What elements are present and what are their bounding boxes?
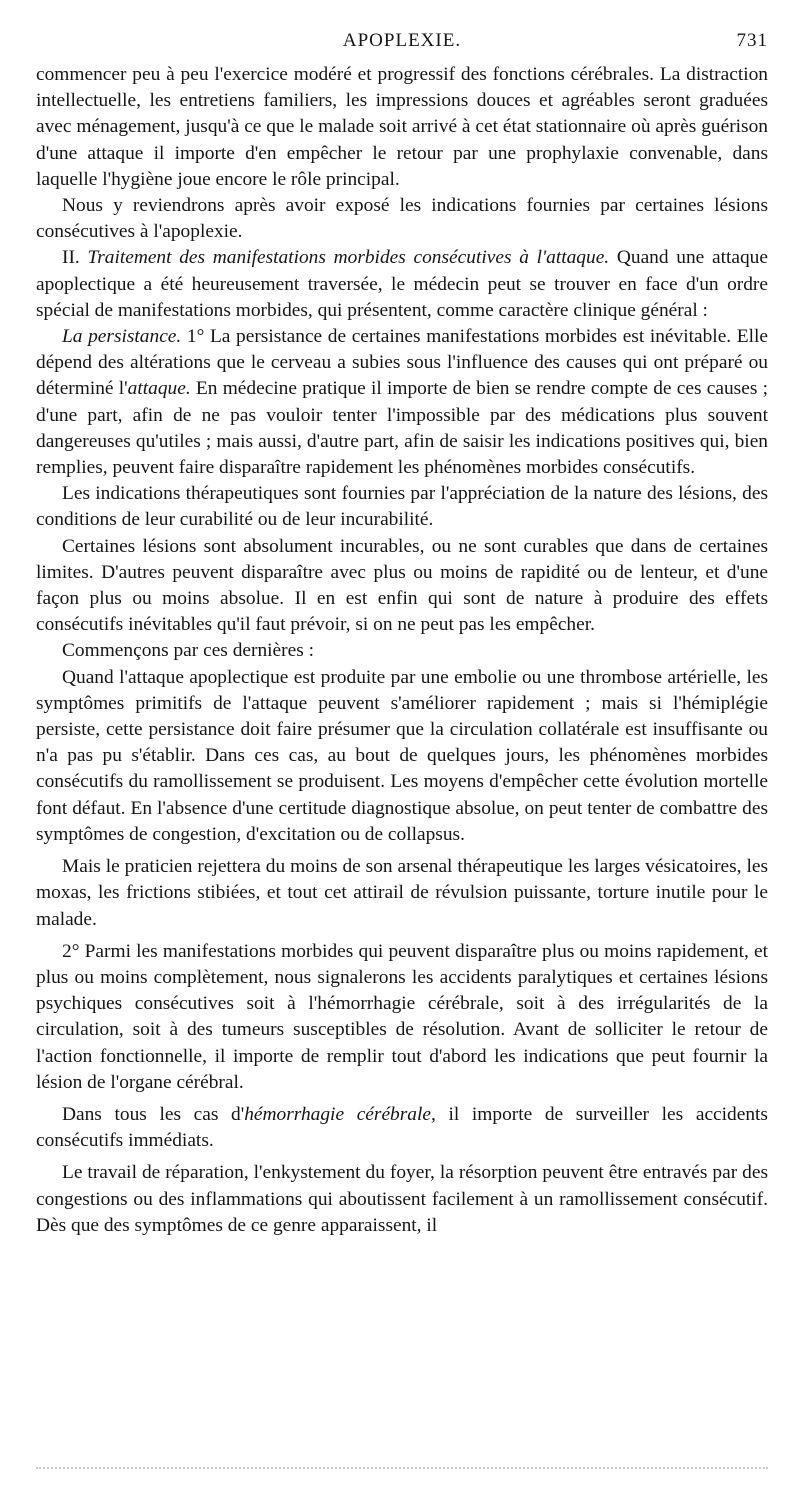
paragraph-12: Le travail de réparation, l'enkystement du foyer, la résorption peuvent être entravés par des congestions ou des inflammations qui aboutissent facilement à un ramollissement consécutif. Dès que des symptômes de ce genre apparaissent, il: [36, 1162, 768, 1236]
paragraph-2: Nous y reviendrons après avoir exposé les indications fournies par certaines lésions consécutives à l'apoplexie.: [36, 195, 768, 243]
paragraph-8: Quand l'attaque apoplectique est produite par une embolie ou une thrombose artérielle, les symptômes primitifs de l'attaque peuvent s'améliorer rapidement ; mais si l'hémiplégie persiste, cette persistance doit faire présumer que la circulation collatérale est insuffisante ou n'a pas pu s'établir. Dans ces cas, au bout de quelques jours, les phénomènes morbides consécutifs du ramollissement se produisent. Les moyens d'empêcher cette évolution mortelle font défaut. En l'absence d'une certitude diagnostique absolue, on peut tenter de combattre des symptômes de congestion, d'excitation ou de collapsus.: [36, 666, 768, 845]
paragraph-3-section-ii: [36, 245, 768, 324]
paragraph-7: Commençons par ces dernières :: [62, 640, 314, 662]
page-number: 731: [736, 30, 768, 51]
paragraph-5: Les indications thérapeutiques sont fournies par l'appréciation de la nature des lésions, des conditions de leur curabilité ou de leur incurabilité.: [36, 483, 768, 531]
paragraph-4-persistance: [36, 324, 768, 481]
paragraph-text: 1° La persistance de certaines manifestations morbides est inévitable. Elle dépend des altérations que le cerveau a subies sous l'influence des causes qui ont préparé ou déterminé l': [36, 326, 768, 400]
paragraph-text: Quand une attaque apoplectique a été heureusement traversée, le médecin peut se trouver en face d'un ordre spécial de manifestations morbides, qui présentent, comme caractère clinique général :: [36, 247, 768, 321]
italic-hemorrhagie: hémorrhagie cérébrale,: [244, 1103, 436, 1125]
paragraph-text: Dans tous les cas d': [62, 1103, 245, 1125]
paragraph-11: [36, 1102, 768, 1154]
page-body: [36, 62, 768, 1239]
paragraph-text: il importe de surveiller les accidents consécutifs immédiats.: [36, 1103, 768, 1152]
italic-attaque: attaque.: [127, 378, 191, 400]
running-title: APOPLEXIE.: [342, 30, 462, 51]
paragraph-9: Mais le praticien rejettera du moins de son arsenal thérapeutique les larges vésicatoires, les moxas, les frictions stibiées, et tout cet attirail de révulsion puissante, torture inutile pour le malade.: [36, 856, 768, 930]
paragraph-1: commencer peu à peu l'exercice modéré et progressif des fonctions cérébrales. La distraction intellectuelle, les entretiens familiers, les impressions douces et agréables seront graduées avec ménagement, jusqu'à ce que le malade soit arrivé à cet état stationnaire où après guérison d'une attaque il importe d'en empêcher le retour par une prophylaxie convenable, dans laquelle l'hygiène joue encore le rôle principal.: [36, 64, 768, 190]
section-number: II.: [62, 247, 88, 269]
running-header: [36, 26, 768, 56]
bleed-through-dots: [36, 1467, 768, 1475]
paragraph-text: En médecine pratique il importe de bien se rendre compte de ces causes ; d'une part, afin de ne pas vouloir tenter l'impossible par des médications plus souvent dangereuses qu'utiles ; mais aussi, d'autre part, afin de saisir les indications positives qui, bien remplies, peuvent faire disparaître rapidement les phénomènes morbides consécutifs.: [36, 378, 768, 479]
section-heading: Traitement des manifestations morbides consécutives à l'attaque.: [87, 247, 610, 269]
subheading-persistance: La persistance.: [62, 326, 182, 348]
paragraph-10: 2° Parmi les manifestations morbides qui peuvent disparaître plus ou moins rapidement, et plus ou moins complètement, nous signalerons les accidents paralytiques et certaines lésions psychiques consécutives soit à l'hémorrhagie cérébrale, soit à des irrégularités de la circulation, soit à des tumeurs susceptibles de résolution. Avant de solliciter le retour de l'action fonctionnelle, il importe de remplir tout d'abord les indications que peut fournir la lésion de l'organe cérébral.: [36, 940, 768, 1093]
paragraph-6: Certaines lésions sont absolument incurables, ou ne sont curables que dans de certaines limites. D'autres peuvent disparaître avec plus ou moins de rapidité ou de lenteur, et d'une façon plus ou moins absolue. Il en est enfin qui sont de nature à produire des effets consécutifs inévitables qu'il faut prévoir, si on ne peut pas les empêcher.: [36, 535, 768, 636]
